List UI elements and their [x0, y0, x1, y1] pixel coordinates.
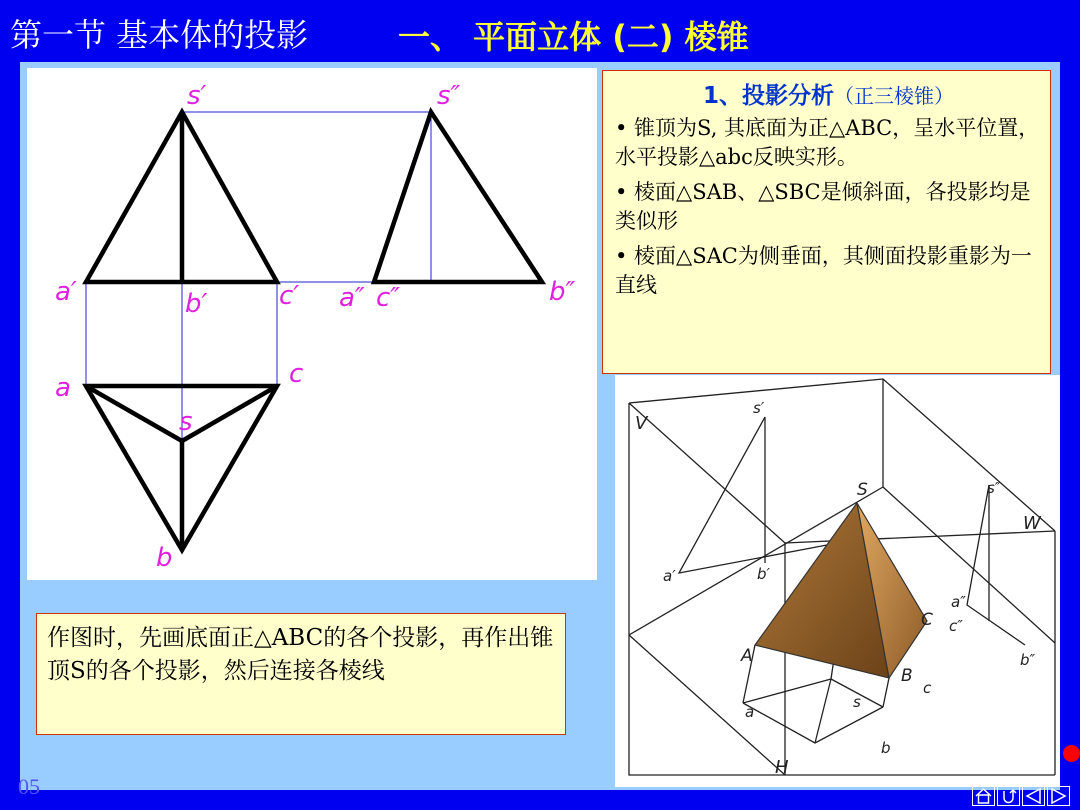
label-b-top: b [156, 543, 173, 573]
label-a-side: a″ [339, 283, 365, 313]
label-c-front: c′ [279, 281, 300, 311]
label-s-front: s′ [753, 399, 765, 417]
pyramid-3d-illustration [615, 375, 1060, 787]
title-bar [0, 0, 1080, 64]
home-button[interactable] [972, 786, 995, 806]
home-icon [973, 787, 994, 805]
analysis-item: • 锥顶为S, 其底面为正△ABC，呈水平位置，水平投影△abc反映实形。 [615, 116, 1040, 169]
pointer-dot [1063, 745, 1080, 762]
analysis-heading: 1、投影分析（正三棱锥） [702, 83, 954, 109]
label-c-side: c″ [376, 283, 401, 313]
label-H: H [775, 757, 789, 778]
projection-svg [27, 68, 597, 580]
label-s-top: s [179, 407, 193, 437]
analysis-item: • 棱面△SAC为侧垂面，其侧面投影重影为一直线 [615, 244, 1032, 297]
label-a-front: a′ [663, 567, 676, 585]
label-s-front: s′ [187, 81, 207, 111]
label-a-side: a″ [951, 593, 966, 611]
analysis-item: • 棱面△SAB、△SBC是倾斜面，各投影均是类似形 [615, 180, 1031, 233]
label-b-side: b″ [1020, 651, 1036, 669]
label-W: W [1023, 513, 1041, 534]
label-s-side: s″ [987, 479, 1001, 497]
label-s: s [853, 693, 861, 711]
analysis-box [602, 70, 1051, 374]
label-V: V [635, 413, 648, 434]
section-title: 第一节 基本体的投影 [10, 16, 309, 54]
label-a-front: a′ [55, 277, 77, 307]
slide-navigation [972, 786, 1072, 806]
label-B: B [901, 666, 913, 686]
label-c-side: c″ [949, 617, 963, 635]
projection-drawing [27, 68, 597, 580]
pyramid-svg [615, 375, 1060, 787]
label-b-side: b″ [549, 277, 576, 307]
topic-title: 一、 平面立体 (二) 棱锥 [398, 18, 749, 56]
label-A: A [741, 646, 753, 666]
projection-lines [86, 112, 431, 548]
label-a: a [745, 703, 755, 721]
label-S: S [857, 480, 868, 500]
projection-labels [55, 81, 576, 573]
label-a-top: a [55, 373, 71, 403]
next-button[interactable] [1047, 786, 1070, 806]
label-s-side: s″ [437, 81, 461, 111]
return-button[interactable] [997, 786, 1020, 806]
label-c-top: c [289, 359, 304, 389]
label-b-front: b′ [757, 565, 770, 583]
label-c: c [923, 679, 932, 697]
page-number: 05 [18, 774, 40, 799]
triangle-left-icon [1023, 787, 1044, 805]
label-C: C [921, 610, 933, 630]
label-b: b [881, 739, 891, 757]
return-icon [998, 787, 1019, 805]
drawing-note: 作图时，先画底面正△ABC的各个投影，再作出锥顶S的各个投影，然后连接各棱线 [36, 613, 566, 735]
projection-edges [86, 112, 542, 550]
previous-button[interactable] [1022, 786, 1045, 806]
triangle-right-icon [1048, 787, 1069, 805]
label-b-front: b′ [185, 289, 208, 319]
